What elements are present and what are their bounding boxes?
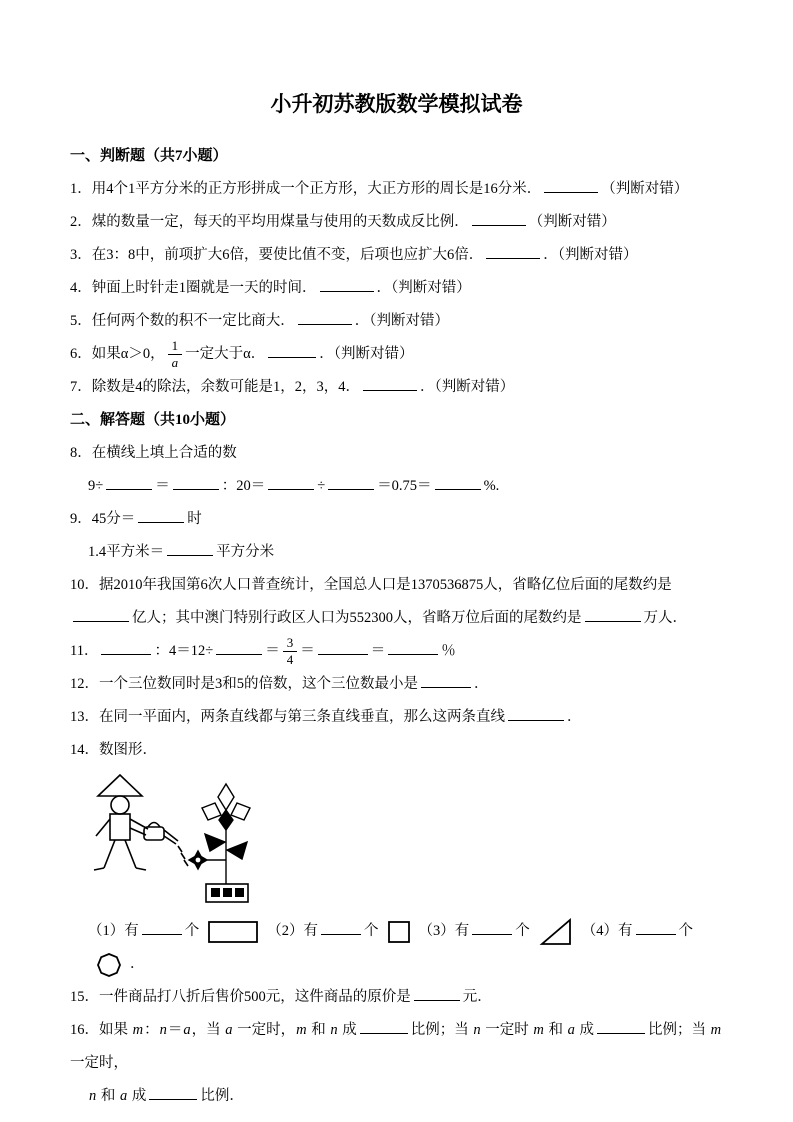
question-text: 一定时 [481, 1022, 533, 1038]
question-11 [70, 635, 723, 668]
triangle-shape [539, 918, 573, 946]
question-13 [70, 701, 723, 734]
question-text: ．（判断对错） [319, 346, 414, 362]
section-judge-heading: 一、判断题（共7小题） [70, 148, 228, 164]
question-text: 一定大于α． [185, 346, 266, 362]
question-line [70, 272, 723, 305]
question-14 [70, 734, 723, 981]
fraction: $\frac{1}{a}$ [168, 339, 183, 371]
answer-blank [318, 641, 368, 655]
math-variable: n [89, 1088, 97, 1104]
answer-blank [321, 921, 361, 935]
exam-title: 小升初苏教版数学模拟试卷 [270, 92, 523, 116]
question-7 [70, 371, 723, 404]
question-5 [70, 305, 723, 338]
answer-blank [142, 921, 182, 935]
question-3 [70, 239, 723, 272]
square-shape [388, 921, 410, 943]
question-line [70, 915, 723, 981]
answer-blank [138, 509, 184, 523]
answer-blank [268, 476, 314, 490]
question-text: 和 [544, 1022, 567, 1038]
person-watering-flowers-drawing [86, 772, 286, 908]
circle-shape [97, 953, 121, 977]
question-text: ． [567, 709, 582, 725]
question-line [70, 701, 723, 734]
answer-blank [486, 245, 540, 259]
question-text: （1）有 [88, 923, 139, 939]
question-line [70, 437, 723, 470]
question-line [70, 305, 723, 338]
question-text: 成 [128, 1088, 147, 1104]
question-text: 11． [70, 643, 99, 659]
section-answer [70, 404, 723, 1113]
question-line [70, 569, 723, 602]
answer-blank [508, 707, 564, 721]
question-text: ，当 [191, 1022, 225, 1038]
question-text: 成 [575, 1022, 594, 1038]
question-text: 个 [515, 923, 530, 939]
math-variable: m [533, 1022, 544, 1038]
math-variable: m [710, 1022, 722, 1038]
question-text: 2．煤的数量一定，每天的平均用煤量与使用的天数成反比例． [70, 214, 469, 230]
answer-blank [216, 641, 262, 655]
question-text: 亿人；其中澳门特别行政区人口为552300人，省略万位后面的尾数约是 [132, 610, 582, 626]
question-line [70, 536, 723, 569]
question-text: 6．如果α＞0， [70, 346, 165, 362]
question-text: （3）有 [418, 923, 470, 939]
question-10 [70, 569, 723, 635]
question-text: ：4＝12÷ [154, 643, 214, 659]
question-2 [70, 206, 723, 239]
question-text: 1．用4个1平方分米的正方形拼成一个正方形，大正方形的周长是16分米． [70, 181, 542, 197]
question-15 [70, 981, 723, 1014]
question-line [70, 470, 723, 503]
math-variable: n [473, 1022, 481, 1038]
math-variable: n [159, 1022, 167, 1038]
question-line [70, 635, 723, 668]
answer-blank [167, 542, 213, 556]
question-text: ＝ [265, 643, 280, 659]
question-text: ： [144, 1022, 159, 1038]
question-text: 一定时， [233, 1022, 296, 1038]
question-text: 5．任何两个数的积不一定比商大． [70, 313, 295, 329]
answer-blank [173, 476, 219, 490]
question-text: 12．一个三位数同时是3和5的倍数，这个三位数最小是 [70, 676, 418, 692]
question-text: 16．如果 [70, 1022, 132, 1038]
question-text: 9÷ [88, 478, 104, 494]
question-text: 比例；当 [410, 1022, 473, 1038]
question-text: 比例． [200, 1088, 244, 1104]
answer-blank [472, 921, 512, 935]
answer-blank [320, 278, 374, 292]
question-text: ＝ [167, 1022, 183, 1038]
question-line [70, 206, 723, 239]
question-text: 平方分米 [216, 544, 275, 560]
question-text: 15．一件商品打八折后售价500元，这件商品的原价是 [70, 989, 411, 1005]
question-text: （2）有 [267, 923, 318, 939]
question-8 [70, 437, 723, 503]
fraction: $\frac{3}{4}$ [283, 636, 298, 668]
answer-blank [597, 1020, 645, 1034]
question-text: ＝ [370, 643, 386, 659]
question-text: （判断对错） [601, 181, 689, 197]
question-line [70, 668, 723, 701]
answer-blank [363, 377, 417, 391]
math-variable: m [296, 1022, 307, 1038]
question-text: ％ [441, 643, 456, 659]
question-line [70, 1080, 723, 1113]
answer-blank [360, 1020, 408, 1034]
question-line [70, 734, 723, 767]
question-text: 万人． [643, 610, 687, 626]
question-text: （判断对错） [528, 214, 616, 230]
question-text: 9．45分＝ [70, 511, 136, 527]
question-text: ． [130, 956, 145, 972]
answer-blank [421, 674, 471, 688]
question-text: 14．数图形． [70, 742, 157, 758]
math-variable: a [120, 1088, 128, 1104]
answer-blank [585, 608, 641, 622]
question-12 [70, 668, 723, 701]
answer-blank [472, 212, 526, 226]
answer-blank [414, 987, 460, 1001]
section-judge [70, 140, 723, 404]
question-line [70, 602, 723, 635]
question-text: ＝ [155, 478, 170, 494]
section-judge-questions [70, 173, 723, 404]
question-text: （4）有 [581, 923, 633, 939]
question-text: 8．在横线上填上合适的数 [70, 445, 237, 461]
answer-blank [544, 179, 598, 193]
question-text: ．（判断对错） [420, 379, 515, 395]
question-text: ÷ [317, 478, 326, 494]
question-6 [70, 338, 723, 371]
question-text: 13．在同一平面内，两条直线都与第三条直线垂直，那么这两条直线 [70, 709, 505, 725]
question-text: 成 [338, 1022, 357, 1038]
question-text: %. [483, 478, 500, 494]
question-text: 一定时， [70, 1055, 128, 1071]
math-variable: a [183, 1022, 191, 1038]
answer-blank [328, 476, 374, 490]
question-text: 个 [678, 923, 693, 939]
question-text: 7．除数是4的除法，余数可能是1，2，3，4． [70, 379, 360, 395]
question-text: ． [474, 676, 489, 692]
question-text: 10．据2010年我国第6次人口普查统计，全国总人口是1370536875人，省略亿位后面的尾数约是 [70, 577, 672, 593]
question-1 [70, 173, 723, 206]
answer-blank [106, 476, 152, 490]
question-text: ．（判断对错） [376, 280, 471, 296]
answer-blank [149, 1086, 197, 1100]
question-line [70, 1014, 723, 1080]
section-answer-heading: 二、解答题（共10小题） [70, 412, 236, 428]
question-text: ：20＝ [221, 478, 266, 494]
question-line [70, 503, 723, 536]
math-variable: a [567, 1022, 575, 1038]
question-text: 个 [184, 923, 200, 939]
question-line [70, 981, 723, 1014]
question-text: ．（判断对错） [543, 247, 638, 263]
question-line [70, 239, 723, 272]
question-line [70, 338, 723, 371]
question-text: 4．钟面上时针走1圈就是一天的时间． [70, 280, 317, 296]
question-text: ．（判断对错） [354, 313, 449, 329]
answer-blank [388, 641, 438, 655]
question-text: 1.4平方米＝ [88, 544, 165, 560]
answer-blank [268, 344, 316, 358]
question-9 [70, 503, 723, 569]
question-text: 个 [364, 923, 379, 939]
figure-person-watering-flowers [86, 772, 723, 913]
question-text: ＝ [300, 643, 315, 659]
math-variable: m [132, 1022, 144, 1038]
question-text: 3．在3：8中，前项扩大6倍，要使比值不变，后项也应扩大6倍． [70, 247, 484, 263]
question-line [70, 173, 723, 206]
math-variable: a [225, 1022, 233, 1038]
answer-blank [298, 311, 352, 325]
math-variable: n [330, 1022, 338, 1038]
question-text: 和 [307, 1022, 330, 1038]
section-answer-questions [70, 437, 723, 1113]
question-text: 和 [97, 1088, 119, 1104]
question-text: 元． [462, 989, 492, 1005]
question-16 [70, 1014, 723, 1113]
question-text: 时 [187, 511, 202, 527]
rectangle-shape [208, 921, 258, 943]
question-text: 比例；当 [647, 1022, 710, 1038]
answer-blank [101, 641, 151, 655]
question-text: ＝0.75＝ [377, 478, 432, 494]
answer-blank [435, 476, 481, 490]
answer-blank [73, 608, 129, 622]
answer-blank [636, 921, 676, 935]
question-4 [70, 272, 723, 305]
question-line [70, 371, 723, 404]
